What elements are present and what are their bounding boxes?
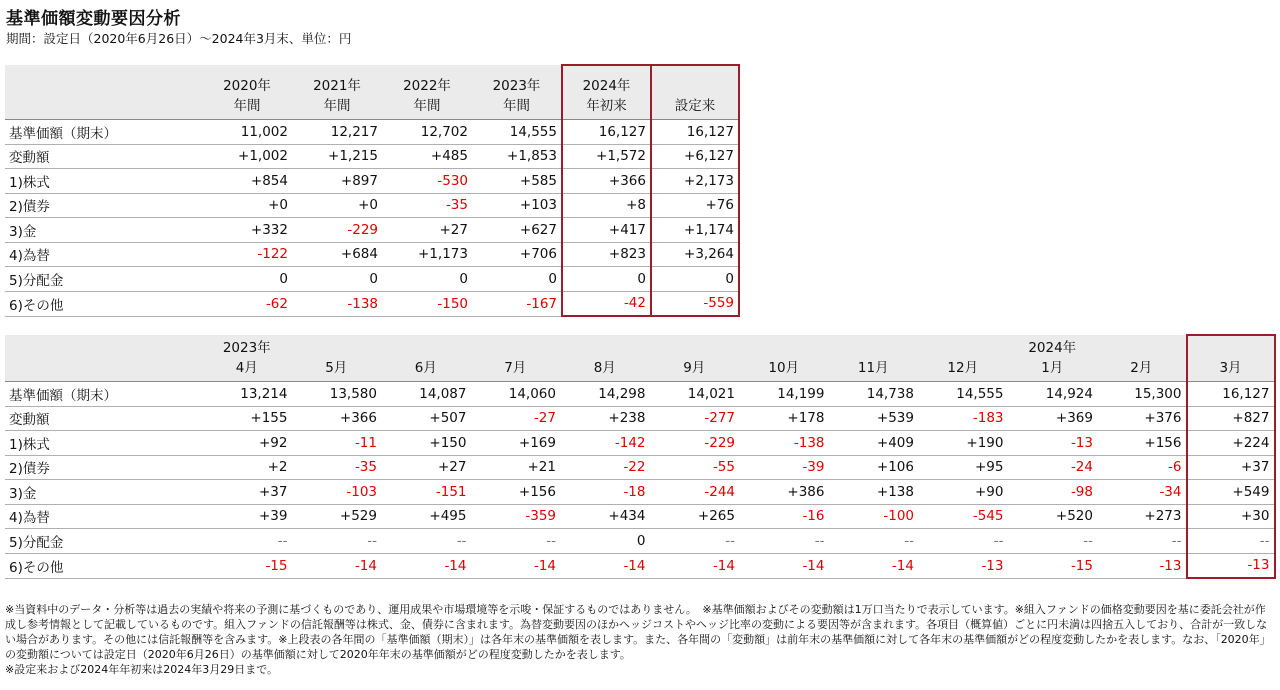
value-cell: +539 (829, 406, 919, 431)
month-label: 8月 (593, 360, 616, 376)
page-subtitle: 期間：設定日（2020年6月26日）～2024年3月末、単位：円 (6, 31, 352, 46)
header-line-1: 2022年 (403, 78, 451, 94)
value-cell: +627 (472, 218, 562, 243)
column-header (562, 65, 651, 120)
row-label: 2)債券 (5, 193, 202, 218)
table-row (5, 504, 1275, 529)
value-cell: -11 (292, 431, 382, 456)
value-cell: +190 (918, 431, 1008, 456)
column-header (202, 65, 292, 120)
month-label: 1月 (1041, 360, 1064, 376)
month-label: 4月 (235, 360, 258, 376)
value-cell: 0 (472, 267, 562, 292)
value-cell: 11,002 (202, 120, 292, 145)
value-cell: -277 (650, 406, 740, 431)
month-label: 7月 (504, 360, 527, 376)
column-header (382, 65, 472, 120)
row-label: 3)金 (5, 218, 202, 243)
annual-factor-table (5, 64, 740, 317)
page-title: 基準価額変動要因分析 (6, 9, 181, 29)
table-row (5, 218, 739, 243)
table-row (5, 193, 739, 218)
value-cell: +1,173 (382, 242, 472, 267)
year-label (743, 338, 825, 358)
year-label (833, 338, 915, 358)
value-cell: -98 (1008, 480, 1098, 505)
value-cell: -- (1187, 529, 1275, 554)
header-line-1: 2024年 (582, 78, 631, 94)
value-cell: +21 (471, 455, 561, 480)
value-cell: -100 (829, 504, 919, 529)
year-label: 2024年 (1028, 340, 1077, 356)
value-cell: +178 (739, 406, 829, 431)
value-cell: +369 (1008, 406, 1098, 431)
value-cell: 16,127 (562, 120, 651, 145)
value-cell: -42 (562, 291, 651, 316)
value-cell: 12,217 (292, 120, 382, 145)
value-cell: -13 (1008, 431, 1098, 456)
column-header (918, 335, 1008, 382)
value-cell: 12,702 (382, 120, 472, 145)
value-cell: 0 (560, 529, 650, 554)
month-label: 10月 (768, 360, 800, 376)
value-cell: 0 (562, 267, 651, 292)
value-cell: +138 (829, 480, 919, 505)
table-row (5, 169, 739, 194)
year-label (1101, 338, 1182, 358)
column-header (292, 65, 382, 120)
value-cell: 14,738 (829, 382, 919, 407)
value-cell: +823 (562, 242, 651, 267)
row-label: 変動額 (5, 144, 202, 169)
value-cell: -229 (292, 218, 382, 243)
header-line-1: 2020年 (223, 78, 271, 94)
value-cell: +156 (1097, 431, 1187, 456)
value-cell: -- (202, 529, 292, 554)
value-cell: +37 (202, 480, 292, 505)
column-header (381, 335, 471, 382)
value-cell: -151 (381, 480, 471, 505)
value-cell: +1,572 (562, 144, 651, 169)
value-cell: +507 (381, 406, 471, 431)
column-header (5, 335, 202, 382)
value-cell: +417 (562, 218, 651, 243)
row-label: 2)債券 (5, 455, 202, 480)
value-cell: +485 (382, 144, 472, 169)
header-line-2: 年初来 (586, 98, 627, 114)
value-cell: +90 (918, 480, 1008, 505)
value-cell: +854 (202, 169, 292, 194)
value-cell: -- (471, 529, 561, 554)
column-header (471, 335, 561, 382)
value-cell: -14 (381, 553, 471, 578)
value-cell: +529 (292, 504, 382, 529)
table-row (5, 529, 1275, 554)
row-label: 3)金 (5, 480, 202, 505)
header-line-2: 年間 (413, 98, 441, 114)
monthly-factor-table (5, 334, 1276, 579)
footnote-main: ※当資料中のデータ・分析等は過去の実績や将来の予測に基づくものであり、運用成果や市場環境等を示唆・保証するものではありません。 ※基準価額およびその変動額は1万口当たりで表示しています。※組入ファンドの価格変動要因を基に委託会社が作成し参考情報として記載しているものです。組入ファンドの信託報酬等は株式、金、債券に含まれます。為替変動要因のほかヘッジコストやヘッジ比率の変動による要因等が含まれます。各項目（概算値）ごとに円未満は四捨五入しており、合計が一致しない場合があります。その他には信託報酬等を含みます。※上段表の各年間の「基準価額（期末）」は各年末の基準価額を表します。また、各年間の「変動額」は前年末の基準価額に対して各年末の基準価額がどの程度変動したかを表します。なお、「2020年」の変動額については設定日（2020年6月26日）の基準価額に対して2020年年末の基準価額がどの程度変動したかを表します。 (5, 603, 1271, 661)
value-cell: +585 (472, 169, 562, 194)
value-cell: -103 (292, 480, 382, 505)
table-header-row (5, 335, 1275, 382)
column-header (472, 65, 562, 120)
column-header (829, 335, 919, 382)
value-cell: +95 (918, 455, 1008, 480)
value-cell: -- (829, 529, 919, 554)
value-cell: -35 (292, 455, 382, 480)
row-label: 5)分配金 (5, 267, 202, 292)
year-label (654, 338, 736, 358)
column-header (1097, 335, 1187, 382)
row-label: 4)為替 (5, 504, 202, 529)
month-label: 6月 (414, 360, 437, 376)
value-cell: +1,215 (292, 144, 382, 169)
value-cell: -545 (918, 504, 1008, 529)
footnotes (5, 602, 1275, 677)
value-cell: 14,298 (560, 382, 650, 407)
value-cell: +76 (651, 193, 739, 218)
header-line-2: 設定来 (674, 98, 716, 114)
column-header (5, 65, 202, 120)
value-cell: +2,173 (651, 169, 739, 194)
value-cell: +30 (1187, 504, 1275, 529)
value-cell: +273 (1097, 504, 1187, 529)
value-cell: -- (650, 529, 740, 554)
value-cell: -142 (560, 431, 650, 456)
value-cell: +8 (562, 193, 651, 218)
column-header (1187, 335, 1275, 382)
value-cell: +169 (471, 431, 561, 456)
value-cell: -14 (650, 553, 740, 578)
row-label: 6)その他 (5, 553, 202, 578)
value-cell: +27 (382, 218, 472, 243)
value-cell: +706 (472, 242, 562, 267)
value-cell: +495 (381, 504, 471, 529)
value-cell: +156 (471, 480, 561, 505)
month-label: 5月 (325, 360, 348, 376)
value-cell: 14,555 (918, 382, 1008, 407)
month-label: 11月 (857, 360, 889, 376)
column-header (560, 335, 650, 382)
value-cell: -14 (560, 553, 650, 578)
value-cell: -359 (471, 504, 561, 529)
row-label: 6)その他 (5, 291, 202, 316)
value-cell: +520 (1008, 504, 1098, 529)
value-cell: +150 (381, 431, 471, 456)
value-cell: -- (1008, 529, 1098, 554)
header-line-2: 年間 (323, 98, 351, 114)
value-cell: -- (381, 529, 471, 554)
value-cell: -6 (1097, 455, 1187, 480)
value-cell: -13 (1187, 553, 1275, 578)
footnote-period: ※設定来および2024年年初来は2024年3月29日まで。 (5, 663, 278, 676)
row-label: 1)株式 (5, 431, 202, 456)
row-label: 変動額 (5, 406, 202, 431)
table-row (5, 382, 1275, 407)
value-cell: -55 (650, 455, 740, 480)
value-cell: -- (292, 529, 382, 554)
value-cell: 14,199 (739, 382, 829, 407)
value-cell: +434 (560, 504, 650, 529)
value-cell: 16,127 (651, 120, 739, 145)
value-cell: -39 (739, 455, 829, 480)
value-cell: +92 (202, 431, 292, 456)
value-cell: +238 (560, 406, 650, 431)
value-cell: 0 (292, 267, 382, 292)
value-cell: 0 (382, 267, 472, 292)
row-label: 4)為替 (5, 242, 202, 267)
value-cell: -34 (1097, 480, 1187, 505)
value-cell: -- (918, 529, 1008, 554)
value-cell: +265 (650, 504, 740, 529)
table-row (5, 431, 1275, 456)
month-label: 3月 (1219, 360, 1242, 376)
value-cell: +37 (1187, 455, 1275, 480)
value-cell: 0 (202, 267, 292, 292)
year-label (1192, 338, 1270, 358)
value-cell: -183 (918, 406, 1008, 431)
value-cell: -14 (829, 553, 919, 578)
value-cell: +3,264 (651, 242, 739, 267)
value-cell: 14,555 (472, 120, 562, 145)
value-cell: 14,924 (1008, 382, 1098, 407)
value-cell: -150 (382, 291, 472, 316)
month-label: 9月 (683, 360, 706, 376)
row-label: 1)株式 (5, 169, 202, 194)
header-line-1: 2023年 (492, 78, 541, 94)
table-row (5, 120, 739, 145)
column-header (202, 335, 292, 382)
table-row (5, 455, 1275, 480)
value-cell: +376 (1097, 406, 1187, 431)
value-cell: +1,002 (202, 144, 292, 169)
table-row (5, 242, 739, 267)
value-cell: -- (1097, 529, 1187, 554)
header-line-1: 2021年 (313, 78, 361, 94)
value-cell: +2 (202, 455, 292, 480)
value-cell: -244 (650, 480, 740, 505)
table-row (5, 406, 1275, 431)
value-cell: +827 (1187, 406, 1275, 431)
value-cell: 14,021 (650, 382, 740, 407)
table-row (5, 291, 739, 316)
value-cell: 15,300 (1097, 382, 1187, 407)
value-cell: 14,087 (381, 382, 471, 407)
value-cell: +0 (202, 193, 292, 218)
value-cell: -16 (739, 504, 829, 529)
year-label: 2023年 (222, 340, 271, 356)
table-header-row (5, 65, 739, 120)
value-cell: 13,580 (292, 382, 382, 407)
table-row (5, 480, 1275, 505)
value-cell: -15 (202, 553, 292, 578)
value-cell: -229 (650, 431, 740, 456)
column-header (651, 65, 739, 120)
value-cell: +103 (472, 193, 562, 218)
value-cell: -138 (292, 291, 382, 316)
table-row (5, 553, 1275, 578)
month-label: 12月 (947, 360, 979, 376)
month-label: 2月 (1130, 360, 1153, 376)
year-label (385, 338, 467, 358)
value-cell: -559 (651, 291, 739, 316)
value-cell: +106 (829, 455, 919, 480)
value-cell: -13 (1097, 553, 1187, 578)
value-cell: -35 (382, 193, 472, 218)
value-cell: -18 (560, 480, 650, 505)
value-cell: -14 (739, 553, 829, 578)
value-cell: 14,060 (471, 382, 561, 407)
value-cell: -27 (471, 406, 561, 431)
header-line-2: 年間 (503, 98, 530, 114)
table-row (5, 267, 739, 292)
value-cell: +27 (381, 455, 471, 480)
table-row (5, 144, 739, 169)
value-cell: -167 (472, 291, 562, 316)
value-cell: +409 (829, 431, 919, 456)
value-cell: +0 (292, 193, 382, 218)
value-cell: -- (739, 529, 829, 554)
column-header (650, 335, 740, 382)
value-cell: +332 (202, 218, 292, 243)
value-cell: -62 (202, 291, 292, 316)
value-cell: +1,174 (651, 218, 739, 243)
value-cell: +1,853 (472, 144, 562, 169)
value-cell: -138 (739, 431, 829, 456)
value-cell: +224 (1187, 431, 1275, 456)
value-cell: +684 (292, 242, 382, 267)
year-label (475, 338, 557, 358)
row-label: 基準価額（期末） (5, 382, 202, 407)
value-cell: +386 (739, 480, 829, 505)
value-cell: +39 (202, 504, 292, 529)
value-cell: +366 (292, 406, 382, 431)
year-label (564, 338, 646, 358)
value-cell: -22 (560, 455, 650, 480)
value-cell: -13 (918, 553, 1008, 578)
value-cell: -14 (292, 553, 382, 578)
value-cell: -530 (382, 169, 472, 194)
column-header (739, 335, 829, 382)
year-label (296, 338, 378, 358)
value-cell: +897 (292, 169, 382, 194)
value-cell: -14 (471, 553, 561, 578)
value-cell: +549 (1187, 480, 1275, 505)
value-cell: +6,127 (651, 144, 739, 169)
value-cell: -15 (1008, 553, 1098, 578)
year-label (922, 338, 1004, 358)
value-cell: 0 (651, 267, 739, 292)
column-header (292, 335, 382, 382)
value-cell: 13,214 (202, 382, 292, 407)
value-cell: +366 (562, 169, 651, 194)
row-label: 基準価額（期末） (5, 120, 202, 145)
row-label: 5)分配金 (5, 529, 202, 554)
value-cell: -24 (1008, 455, 1098, 480)
header-line-2: 年間 (233, 98, 261, 114)
value-cell: +155 (202, 406, 292, 431)
value-cell: 16,127 (1187, 382, 1275, 407)
value-cell: -122 (202, 242, 292, 267)
column-header (1008, 335, 1098, 382)
